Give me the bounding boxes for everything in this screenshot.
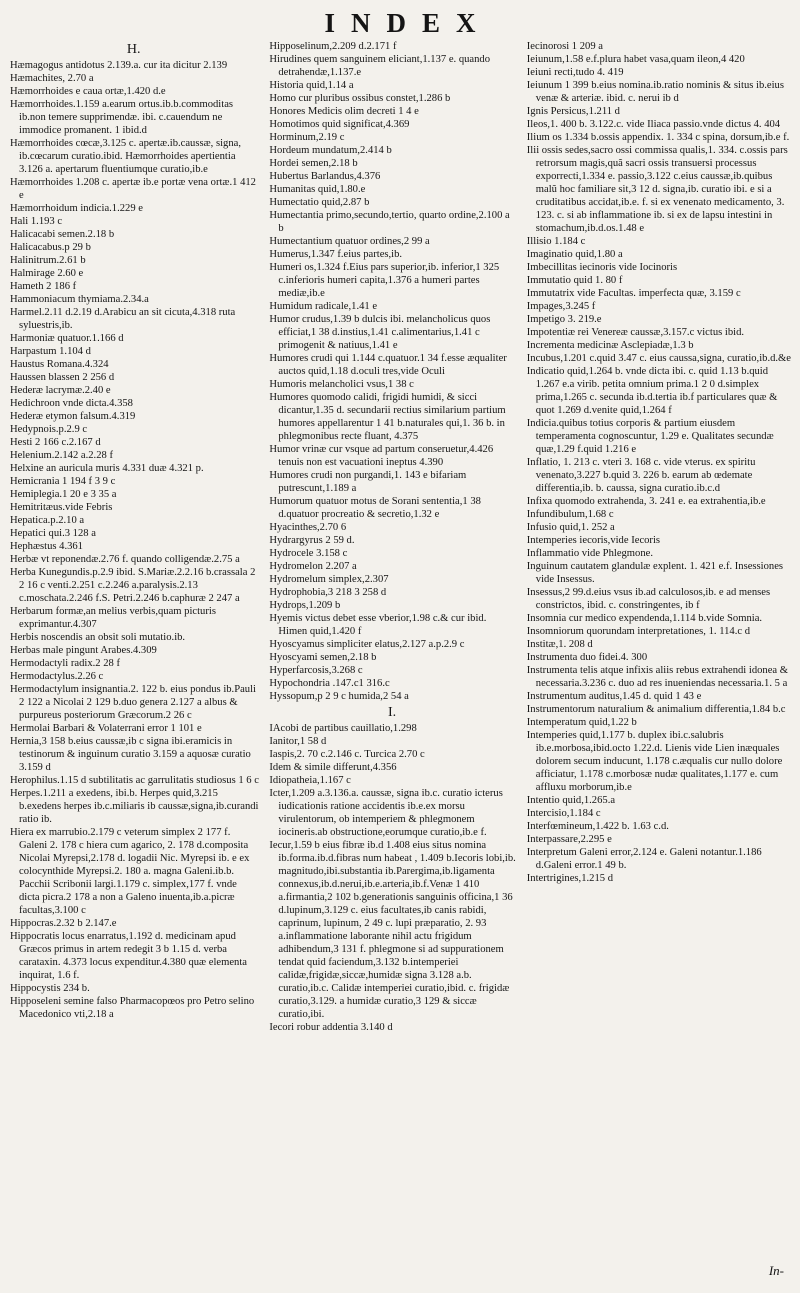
index-entry: Ieiunum,1.58 e.f.plura habet vasa,quam ileon,4 420	[526, 54, 745, 65]
index-entry: Homo cur pluribus ossibus constet,1.286 b	[269, 93, 451, 104]
index-entry: Humectantia primo,secundo,tertio, quarto ordine,2.100 a b	[269, 210, 510, 234]
index-entry: Helxine an auricula muris 4.331 duæ 4.321 p.	[10, 463, 204, 474]
index-entry: Humorum quatuor motus de Sorani sententia,1 38 d.quatuor procreatio & secretio,1.32 e	[269, 496, 481, 520]
index-entry: Hyssopum,p 2 9 c humida,2 54 a	[269, 691, 409, 702]
index-entry: Interpassare,2.295 e	[526, 834, 612, 845]
index-entry: Hiera ex marrubio.2.179 c veterum simplex 2 177 f. Galeni 2. 178 c hiera cum agarico, 2. 178 d.composita Nicolai Myrepsi,2.178 d. logadii Nic. Myrepsi ib. e ex colocynthide Myrepsi.2. 180 a. magna Galeni.ib.b. Pacchii Scribonii largi.1.179 c. simplex,177 f. vnde dicta picra.2 178 a non a Galeno inuenta,ib.a.picræ facultas,3.100 c	[10, 827, 250, 916]
index-entry: Hameth 2 186 f	[10, 281, 77, 292]
index-entry: Hermodactylus.2.26 c	[10, 671, 104, 682]
index-entry: Hypochondria .147.c1 316.c	[269, 678, 390, 689]
index-entry: Iecur,1.59 b eius fibræ ib.d 1.408 eius situs nomina ib.forma.ib.d.fibras num habeat , 1.409 b.Iecoris lobi,ib. magnitudo,ibi.substantia ib.Parergima,ib.ligamenta connexus,ib.d.nerui,ib.e.arteria,ib.f.Venæ 1 410 a.firmantia,2 102 b.generationis sanguinis officina,1 36 d.lupinum,3.129 c. eius facultates,ib canis rabidi, caprinum, lupinum, 2 49 c. lupi præparatio, 2. 93 a.inflammatione laborante nihil actu frigidum adhibendum,3 131 f. phlegmone si ad suppurationem tendat quid faciendum,3.132 b.intemperiei calidæ,frigidæ,siccæ,humidæ signa 3.128 a.b. curatio,ib.c. Calidæ intemperiei curatio,ibid. c. frigidæ curatio,3.129. a humidæ curatio,3 129 & siccæ curatio,ibi.	[269, 840, 516, 1020]
index-entry: Hydromelum simplex,2.307	[269, 574, 389, 585]
index-entry: Humores quomodo calidi, frigidi humidi, & sicci dicantur,1.35 d. secundarii rectius similarium partium humores appellarentur 1 41 b.naturales qui,1. 36 b. in phlegmonibus recte fluant, 4.375	[269, 392, 506, 442]
index-entry: Hæmorrhoides cœcæ,3.125 c. apertæ.ib.caussæ, signa, ib.cœcarum curatio.ibid. Hæmorrhoides apertientia 3.126 a. apertarum fluentiumque curatio,ib.e	[10, 138, 241, 175]
index-entry: Inflammatio vide Phlegmone.	[526, 548, 653, 559]
index-entry: Hederæ lacrymæ.2.40 e	[10, 385, 111, 396]
index-entry: Iaspis,2. 70 c.2.146 c. Turcica 2.70 c	[269, 749, 425, 760]
index-columns	[8, 40, 792, 1280]
index-entry: Humores crudi non purgandi,1. 143 e bifariam putrescunt,1.189 a	[269, 470, 467, 494]
index-entry: Humidum radicale,1.41 e	[269, 301, 378, 312]
index-entry: Hermodactylum insignantia.2. 122 b. eius pondus ib.Pauli 2 122 a Nicolai 2 129 b.duo genera 2.127 a albus & purpureus posteriorum Græcorum.2 26 c	[10, 684, 256, 721]
index-entry: Impages,3.245 f	[526, 301, 596, 312]
index-entry: Hyemis victus debet esse vberior,1.98 c.& cur ibid. Himen quid,1.420 f	[269, 613, 487, 637]
index-entry: Instrumentorum naturalium & animalium differentia,1.84 b.c	[526, 704, 786, 715]
index-entry: Ileos,1. 400 b. 3.122.c. vide Iliaca passio.vnde dictus 4. 404	[526, 119, 781, 130]
index-entry: Ianitor,1 58 d	[269, 736, 327, 747]
index-entry: Hippocratis locus enarratus,1.192 d. medicinam apud Græcos primus in artem redegit 3 b 1.15 d. verba carataxin. 4.373 locus expenditur.4.380 quæ elementa inquirat, 1.6 f.	[10, 931, 247, 981]
index-entry: Halicacabi semen.2.18 b	[10, 229, 115, 240]
section-heading: I.	[387, 705, 397, 720]
index-entry: Humores crudi qui 1.144 c.quatuor.1 34 f.esse æqualiter auctos quid,1.18 d.oculi tres,vide Oculi	[269, 353, 507, 377]
index-entry: Icter,1.209 a.3.136.a. caussæ, signa ib.c. curatio icterus iudicationis ratione accidentis ib.e.ex morsu virulentorum, ob intemperiem & phlegmonem iocineris.ab obstructione,eorumque curatio,ib.e f.	[269, 788, 503, 838]
index-entry: Instrumenta duo fidei.4. 300	[526, 652, 648, 663]
index-entry: Horminum,2.19 c	[269, 132, 345, 143]
index-entry: Iecinorosi 1 209 a	[526, 41, 603, 52]
index-entry: Herophilus.1.15 d subtilitatis ac garrulitatis studiosus 1 6 c	[10, 775, 259, 786]
index-entry: Intemperatum quid,1.22 b	[526, 717, 637, 728]
index-entry: Humor crudus,1.39 b dulcis ibi. melancholicus quos efficiat,1 38 d.instius,1.41 c.alimentarius,1.41 c primogenit & natiuus,1.41 e	[269, 314, 491, 351]
index-entry: Hemitritæus.vide Febris	[10, 502, 113, 513]
index-entry: Hemiplegia.1 20 e 3 35 a	[10, 489, 117, 500]
index-entry: Humanitas quid,1.80.e	[269, 184, 366, 195]
index-entry: Harmel.2.11 d.2.19 d.Arabicu an sit cicuta,4.318 ruta syluestris,ib.	[10, 307, 236, 331]
index-entry: Hydromelon 2.207 a	[269, 561, 357, 572]
index-entry: Immutatio quid 1. 80 f	[526, 275, 623, 286]
index-entry: Intentio quid,1.265.a	[526, 795, 616, 806]
index-entry: Intemperies quid,1.177 b. duplex ibi.c.salubris ib.e.morbosa,ibid.octo 1.22.d. Lienis vide Lien inæquales dolorem secum inducunt, 1.178 c.æqualis cur nullo dolore afficiatur, 1.178 c.morbosæ nudæ qualitates,1.177 e. cum affluxu morborum,ib.e	[526, 730, 783, 793]
index-entry: IAcobi de partibus cauillatio,1.298	[269, 723, 417, 734]
index-entry: Ignis Persicus,1.211 d	[526, 106, 620, 117]
index-entry: Insomniorum quorundam interpretationes, 1. 114.c d	[526, 626, 750, 637]
index-entry: Intemperies iecoris,vide Iecoris	[526, 535, 661, 546]
index-entry: Hedichroon vnde dicta.4.358	[10, 398, 133, 409]
section-heading: H.	[126, 42, 141, 57]
index-entry: Hederæ etymon falsum.4.319	[10, 411, 136, 422]
index-entry: Insomnia cur medico expendenda,1.114 b.vide Somnia.	[526, 613, 763, 624]
index-entry: Incubus,1.201 c.quid 3.47 c. eius caussa,signa, curatio,ib.d.&e	[526, 353, 791, 364]
index-entry: Idem & simile differunt,4.356	[269, 762, 397, 773]
index-entry: Hirudines quem sanguinem eliciant,1.137 e. quando detrahendæ,1.137.e	[269, 54, 491, 78]
index-entry: Hordei semen,2.18 b	[269, 158, 358, 169]
index-entry: Incrementa medicinæ Asclepiadæ,1.3 b	[526, 340, 694, 351]
index-entry: Hepatici qui.3 128 a	[10, 528, 96, 539]
index-entry: Hydrophobia,3 218 3 258 d	[269, 587, 387, 598]
index-entry: Imaginatio quid,1.80 a	[526, 249, 623, 260]
index-entry: Hammoniacum thymiama.2.34.a	[10, 294, 149, 305]
index-entry: Herbis noscendis an obsit soli mutatio.ib.	[10, 632, 186, 643]
index-entry: Hyoscyami semen,2.18 b	[269, 652, 377, 663]
index-entry: Humoris melancholici vsus,1 38 c	[269, 379, 414, 390]
index-entry: Halicacabus.p 29 b	[10, 242, 91, 253]
index-entry: Infundibulum,1.68 c	[526, 509, 614, 520]
index-entry: Hernia,3 158 b.eius caussæ,ib c signa ibi.eramicis in testinorum & inguinum curatio 3.159 a aquosæ curatio 3.159 d	[10, 736, 251, 773]
index-entry: Homotimos quid significat,4.369	[269, 119, 410, 130]
index-entry: Halinitrum.2.61 b	[10, 255, 86, 266]
index-entry: Iecori robur addentia 3.140 d	[269, 1022, 393, 1033]
index-entry: Interfœmineum,1.422 b. 1.63 c.d.	[526, 821, 669, 832]
index-entry: Hepatica.p.2.10 a	[10, 515, 85, 526]
index-entry: Ieiuni recti,tudo 4. 419	[526, 67, 624, 78]
index-entry: Helenium.2.142 a.2.28 f	[10, 450, 113, 461]
index-column	[8, 40, 259, 1280]
catchword: In-	[768, 1263, 784, 1278]
index-entry: Hæmagogus antidotus 2.139.a. cur ita dicitur 2.139	[10, 60, 228, 71]
index-entry: Humectantium quatuor ordines,2 99 a	[269, 236, 430, 247]
index-entry: Herbarum formæ,an melius verbis,quam picturis exprimantur.4.307	[10, 606, 216, 630]
index-entry: Halmirage 2.60 e	[10, 268, 84, 279]
index-entry: Humor vrinæ cur vsque ad partum conseruetur,4.426 tenuis non est vacuationi ineptus 4.390	[269, 444, 494, 468]
index-entry: Inflatio, 1. 213 c. vteri 3. 168 c. vide vterus. ex spiritu venenato,3.227 b.quid 3. 226 b. earum ab œdemate differentia,ib. b. caussa, signa curatio.ib.c.d	[526, 457, 756, 494]
index-entry: Hæmorrhoidum indicia.1.229 e	[10, 203, 143, 214]
index-entry: Intercisio,1.184 c	[526, 808, 601, 819]
index-entry: Harmoniæ quatuor.1.166 d	[10, 333, 124, 344]
index-entry: Ieiunum 1 399 b.eius nomina.ib.ratio nominis & situs ib.eius venæ & arteriæ. ibid. c. nerui ib d	[526, 80, 784, 104]
index-entry: Herpes.1.211 a exedens, ibi.b. Herpes quid,3.215 b.exedens herpes ib.c.miliaris ib caussæ,signa,ib.curandi ratio ib.	[10, 788, 259, 825]
index-entry: Hydrops,1.209 b	[269, 600, 341, 611]
index-entry: Hipposelinum,2.209 d.2.171 f	[269, 41, 397, 52]
index-entry: Insessus,2 99.d.eius vsus ib.ad calculosos,ib. e ad menses constrictos, ibid. c. constringentes, ib f	[526, 587, 771, 611]
index-entry: Hali 1.193 c	[10, 216, 63, 227]
index-entry: Imbecillitas iecinoris vide Iocinoris	[526, 262, 678, 273]
index-entry: Hordeum mundatum,2.414 b	[269, 145, 392, 156]
index-entry: Hephæstus 4.361	[10, 541, 83, 552]
index-entry: Hippocras.2.32 b 2.147.e	[10, 918, 117, 929]
index-entry: Hyacinthes,2.70 6	[269, 522, 347, 533]
index-entry: Inguinum cautatem glandulæ explent. 1. 421 e.f. Insessiones vide Insessus.	[526, 561, 784, 585]
index-entry: Hydrocele 3.158 c	[269, 548, 348, 559]
page-title: INDEX	[324, 8, 492, 38]
index-entry: Hipposeleni semine falso Pharmacopœos pro Petro selino Macedonico vti,2.18 a	[10, 996, 255, 1020]
index-entry: Hermolai Barbari & Volaterrani error 1 101 e	[10, 723, 202, 734]
index-entry: Impotentiæ rei Venereæ caussæ,3.157.c victus ibid.	[526, 327, 745, 338]
index-entry: Humectatio quid,2.87 b	[269, 197, 370, 208]
index-entry: Indicatio quid,1.264 b. vnde dicta ibi. c. quid 1.13 b.quid 1.267 e.a virib. petita omnium prima.1 2 0 d.simplex prima,1.265 c. secunda ib.d.tertia ib.f particulares quæ & quot 1.269 d.venite quid,1.264 f	[526, 366, 778, 416]
index-entry: Honores Medicis olim decreti 1 4 e	[269, 106, 419, 117]
index-entry: Hedypnois.p.2.9 c	[10, 424, 88, 435]
index-entry: Instrumentum auditus,1.45 d. quid 1 43 e	[526, 691, 702, 702]
index-entry: Infusio quid,1. 252 a	[526, 522, 615, 533]
index-entry: Infixa quomodo extrahenda, 3. 241 e. ea extrahentia,ib.e	[526, 496, 766, 507]
index-entry: Illisio 1.184 c	[526, 236, 586, 247]
index-entry: Indicia.quibus totius corporis & partium eiusdem temperamenta cognoscuntur, 1.29 e. Qualitates secundæ quæ,1.29 f.quid 1.216 e	[526, 418, 774, 455]
index-entry: Hyoscyamus simpliciter elatus,2.127 a.p.2.9 c	[269, 639, 465, 650]
index-entry: Historia quid,1.14 a	[269, 80, 354, 91]
index-entry: Immutatrix vide Facultas. imperfecta quæ, 3.159 c	[526, 288, 741, 299]
index-column	[267, 40, 516, 1280]
index-entry: Herbas male pingunt Arabes.4.309	[10, 645, 157, 656]
index-entry: Ilium os 1.334 b.ossis appendix. 1. 334 c spina, dorsum,ib.e f.	[526, 132, 790, 143]
index-entry: Intertrigines,1.215 d	[526, 873, 613, 884]
index-entry: Interpretum Galeni error,2.124 e. Galeni notantur.1.186 d.Galeni error.1 49 b.	[526, 847, 762, 871]
index-entry: Instrumenta telis atque infixis aliis rebus extrahendi idonea & necessaria.3.236 c. duo ad res inueniendas necessaria.1. 5 a	[526, 665, 789, 689]
index-entry: Hæmorrhoides 1.208 c. apertæ ib.e portæ vena ortæ.1 412 e	[10, 177, 256, 201]
index-entry: Harpastum 1.104 d	[10, 346, 91, 357]
index-entry: Ilii ossis sedes,sacro ossi commissa qualis,1. 334. c.ossis pars retrorsum magis,quã sacri ossis transuersi processus exporrecti,1.334 e. passio,3.122 c.eius caussæ,ib.quibus malũ hoc familiare sit,3 12 d. signa,ib. curatio ibi. e si a cruditatibus accidat,ib.e. f. si ex venenato medicamento, 3. 123. c. si ab inflammatione ib. si ex de lapsu intestini in stomachum,ib.d.os.1.48 e	[526, 145, 788, 234]
index-entry: Hæmachites, 2.70 a	[10, 73, 94, 84]
index-entry: Idiopatheia,1.167 c	[269, 775, 351, 786]
index-entry: Hubertus Barlandus,4.376	[269, 171, 381, 182]
index-entry: Haustus Romana.4.324	[10, 359, 109, 370]
index-entry: Hesti 2 166 c.2.167 d	[10, 437, 101, 448]
index-entry: Herba Kunegundis.p.2.9 ibid. S.Mariæ.2.2.16 b.crassala 2 2 16 c venti.2.251 c.2.246 a.paralysis.2.13 c.moschata.2.246 f.S. Petri.2.246 b.caphuræ 2 247 a	[10, 567, 256, 604]
index-entry: Humerus,1.347 f.eius partes,ib.	[269, 249, 403, 260]
index-entry: Hæmorrhoides e caua ortæ,1.420 d.e	[10, 86, 166, 97]
index-entry: Humeri os,1.324 f.Eius pars superior,ib. inferior,1 325 c.inferioris humeri capita,1.376 a humeri partes mediæ,ib.e	[269, 262, 500, 299]
index-entry: Impetigo 3. 219.e	[526, 314, 602, 325]
index-entry: Herbæ vt reponendæ.2.76 f. quando colligendæ.2.75 a	[10, 554, 240, 565]
index-entry: Hyperfarcosis,3.268 c	[269, 665, 363, 676]
index-column	[525, 40, 792, 1280]
index-entry: Hermodactyli radix.2 28 f	[10, 658, 121, 669]
index-entry: Hemicrania 1 194 f 3 9 c	[10, 476, 116, 487]
index-entry: Hæmorrhoides.1.159 a.earum ortus.ib.b.commoditas ib.non temere supprimendæ. ibi. c.cauendum ne immodice promanent. 1 ibid.d	[10, 99, 234, 136]
index-entry: Hippocystis 234 b.	[10, 983, 90, 994]
index-entry: Institæ,1. 208 d	[526, 639, 593, 650]
index-entry: Hydrargyrus 2 59 d.	[269, 535, 355, 546]
index-entry: Haussen blassen 2 256 d	[10, 372, 115, 383]
